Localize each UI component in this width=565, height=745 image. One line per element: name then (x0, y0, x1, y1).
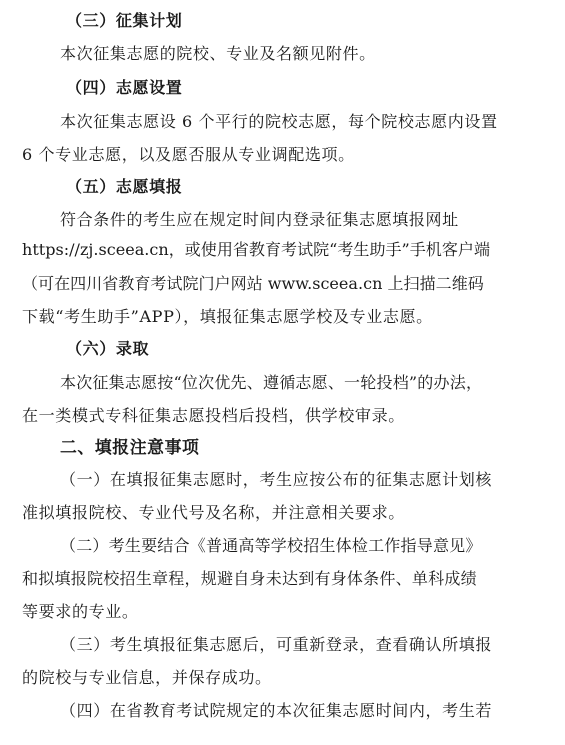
section-heading-admission: （六）录取 (66, 339, 150, 358)
section-heading-settings: （四）志愿设置 (66, 78, 183, 97)
paragraph-line: 符合条件的考生应在规定时间内登录征集志愿填报网址 (60, 210, 459, 229)
paragraph-line: https://zj.sceea.cn，或使用省教育考试院“考生助手”手机客户端 (22, 240, 490, 259)
section-heading-plan: （三）征集计划 (66, 11, 183, 30)
section-heading-notes: 二、填报注意事项 (60, 437, 200, 457)
paragraph-line: （三）考生填报征集志愿后，可重新登录，查看确认所填报 (60, 635, 493, 654)
paragraph-line: 等要求的专业。 (22, 602, 139, 621)
paragraph-line: （一）在填报征集志愿时，考生应按公布的征集志愿计划核 (60, 470, 493, 489)
paragraph-line: 本次征集志愿按“位次优先、遵循志愿、一轮投档”的办法， (60, 373, 483, 392)
section-heading-filling: （五）志愿填报 (66, 177, 183, 196)
paragraph-line: （可在四川省教育考试院门户网站 www.sceea.cn 上扫描二维码 (22, 274, 484, 293)
paragraph-line: 6 个专业志愿，以及愿否服从专业调配选项。 (22, 145, 355, 164)
paragraph-line: 本次征集志愿的院校、专业及名额见附件。 (60, 44, 376, 63)
paragraph-line: 的院校与专业信息，并保存成功。 (22, 668, 272, 687)
paragraph-line: 本次征集志愿设 6 个平行的院校志愿，每个院校志愿内设置 (60, 112, 498, 131)
paragraph-line: （二）考生要结合《普通高等学校招生体检工作指导意见》 (60, 536, 482, 555)
paragraph-line: 下载“考生助手”APP），填报征集志愿学校及专业志愿。 (22, 307, 433, 326)
paragraph-line: 准拟填报院校、专业代号及名称，并注意相关要求。 (22, 503, 405, 522)
paragraph-line: 在一类模式专科征集志愿投档后投档，供学校审录。 (22, 406, 405, 425)
paragraph-line: （四）在省教育考试院规定的本次征集志愿时间内，考生若 (60, 701, 493, 720)
paragraph-line: 和拟填报院校招生章程，规避自身未达到有身体条件、单科成绩 (22, 569, 477, 588)
